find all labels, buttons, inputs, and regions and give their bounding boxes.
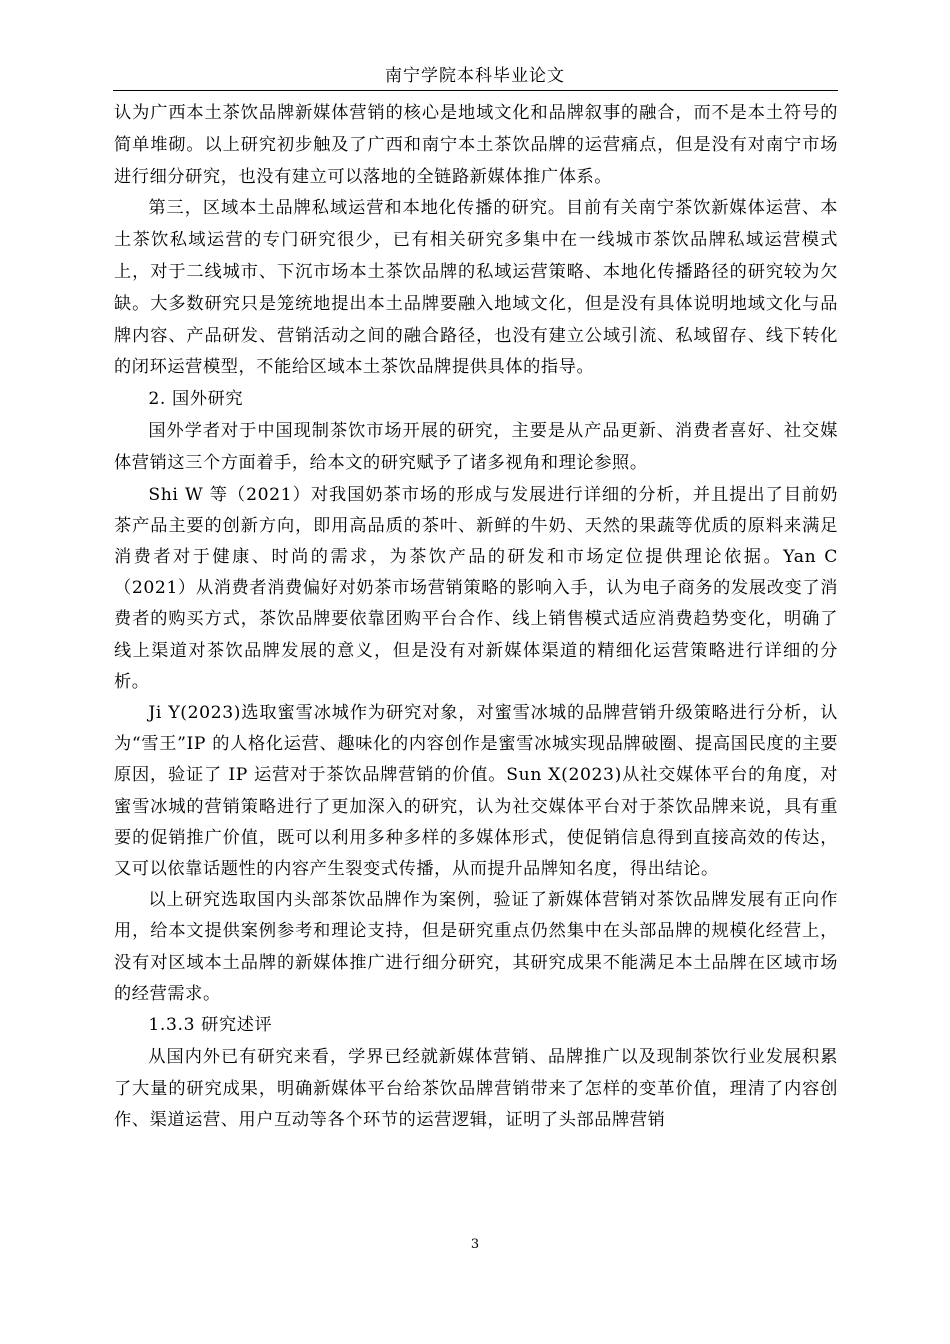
header-divider [113, 90, 838, 91]
paragraph-third-point: 第三，区域本土品牌私域运营和本地化传播的研究。目前有关南宁茶饮新媒体运营、本土茶饮私域运营的专门研究很少，已有相关研究多集中在一线城市茶饮品牌私域运营模式上，对于二线城市、下沉市场本土茶饮品牌的私域运营策略、本地化传播路径的研究较为欠缺。大多数研究只是笼统地提出本土品牌要融入地域文化，但是没有具体说明地域文化与品牌内容、产品研发、营销活动之间的融合路径，也没有建立公域引流、私域留存、线下转化的闭环运营模型，不能给区域本土茶饮品牌提供具体的指导。 [114, 198, 838, 378]
paragraph-ji-sun: Ji Y(2023)选取蜜雪冰城作为研究对象，对蜜雪冰城的品牌营销升级策略进行分析，认为“雪王”IP 的人格化运营、趣味化的内容创作是蜜雪冰城实现品牌破圈、提高国民度的主要原因，验证了 IP 运营对于茶饮品牌营销的价值。Sun X(2023)从社交媒体平台的角度，对蜜雪冰城的营销策略进行了更加深入的研究，认为社交媒体平台对于茶饮品牌来说，具有重要的促销推广价值，既可以利用多种多样的多媒体形式，使促销信息得到直接高效的传达，又可以依靠话题性的内容产生裂变式传播，从而提升品牌知名度，得出结论。 [114, 702, 838, 879]
paragraph-shi-yan: Shi W 等（2021）对我国奶茶市场的形成与发展进行详细的分析，并且提出了目前奶茶产品主要的创新方向，即用高品质的茶叶、新鲜的牛奶、天然的果蔬等优质的原料来满足消费者对于健康、时尚的需求，为茶饮产品的研发和市场定位提供理论依据。Yan C（2021）从消费者消费偏好对奶茶市场营销策略的影响入手，认为电子商务的发展改变了消费者的购买方式，茶饮品牌要依靠团购平台合作、线上销售模式适应消费趋势变化，明确了线上渠道对茶饮品牌发展的意义，但是没有对新媒体渠道的精细化运营策略进行详细的分析。 [114, 484, 838, 692]
paragraph-foreign-intro: 国外学者对于中国现制茶饮市场开展的研究，主要是从产品更新、消费者喜好、社交媒体营销这三个方面着手，给本文的研究赋予了诸多视角和理论参照。 [114, 420, 838, 473]
body-text [114, 98, 838, 1137]
page-number: 3 [470, 1237, 480, 1252]
paragraph-summary: 以上研究选取国内头部茶饮品牌作为案例，验证了新媒体营销对茶饮品牌发展有正向作用，给本文提供案例参考和理论支持，但是研究重点仍然集中在头部品牌的规模化经营上，没有对区域本土品牌的新媒体推广进行细分研究，其研究成果不能满足本土品牌在区域市场的经营需求。 [114, 890, 838, 1004]
running-header: 南宁学院本科毕业论文 [385, 66, 565, 86]
paragraph-review: 从国内外已有研究来看，学界已经就新媒体营销、品牌推广以及现制茶饮行业发展积累了大量的研究成果，明确新媒体平台给茶饮品牌营销带来了怎样的变革价值，理清了内容创作、渠道运营、用户互动等各个环节的运营逻辑，证明了头部品牌营销 [114, 1046, 838, 1131]
paragraph-continued: 认为广西本土茶饮品牌新媒体营销的核心是地域文化和品牌叙事的融合，而不是本土符号的简单堆砌。以上研究初步触及了广西和南宁本土茶饮品牌的运营痛点，但是没有对南宁市场进行细分研究，也没有建立可以落地的全链路新媒体推广体系。 [114, 103, 838, 187]
section-heading-foreign-research: 2. 国外研究 [148, 389, 244, 410]
section-heading-review: 1.3.3 研究述评 [148, 1015, 273, 1036]
